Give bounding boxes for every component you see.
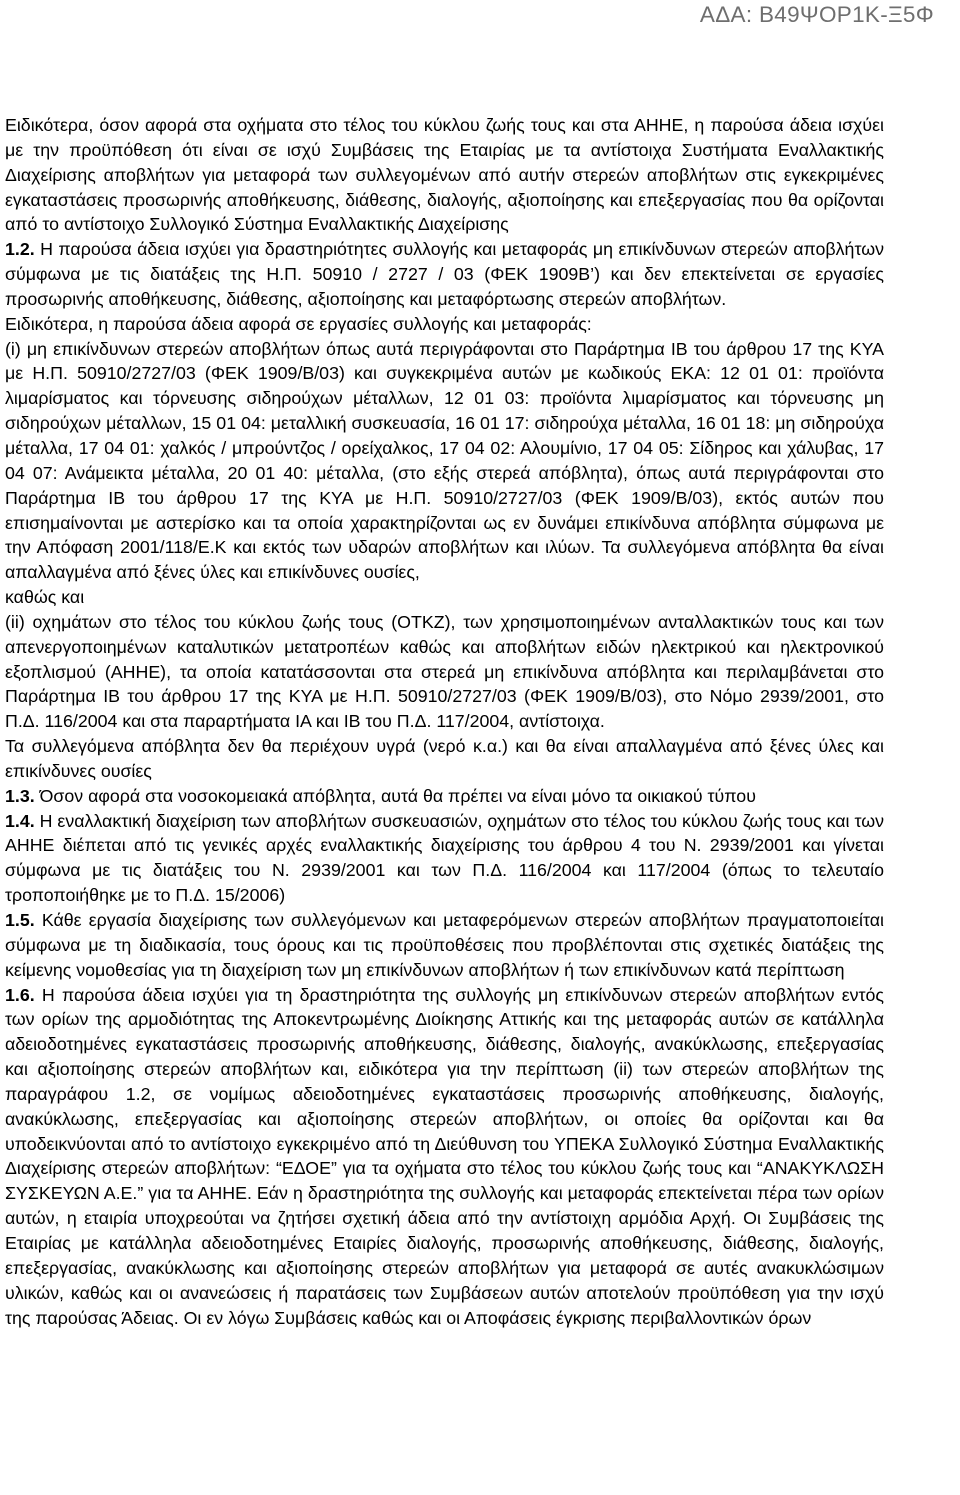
section-1-6	[5, 983, 884, 1331]
ada-code: ΑΔΑ: Β49ΨΟΡ1Κ-Ξ5Φ	[699, 2, 934, 27]
section-number: 1.3.	[5, 785, 35, 806]
section-number: 1.2.	[5, 239, 35, 260]
section-1-5	[5, 908, 884, 983]
section-1-3	[5, 784, 884, 809]
section-number: 1.5.	[5, 910, 35, 930]
section-text: Η παρούσα άδεια ισχύει για δραστηριότητες συλλογής και μεταφοράς μη επικίνδυνων στερεών αποβλήτων σύμφωνα με τις διατάξεις της Η.Π. 50910 / 2727 / 03 (ΦΕΚ 1909Β’) και δεν επεκτείνεται σε εργασίες προσωρινής αποθήκευσης, διάθεσης, αξιοποίησης και μεταφόρτωσης στερεών αποβλήτων.	[5, 239, 884, 309]
section-1-2-liquids: Τα συλλεγόμενα απόβλητα δεν θα περιέχουν υγρά (νερό κ.α.) και θα είναι απαλλαγμένα από ξένες ύλες και επικίνδυνες ουσίες	[5, 736, 884, 781]
section-1-2-item-i: (i) μη επικίνδυνων στερεών αποβλήτων όπως αυτά περιγράφονται στο Παράρτημα ΙΒ του άρθρου 17 της ΚΥΑ με Η.Π. 50910/2727/03 (ΦΕΚ 1909/Β/03) και συγκεκριμένα αυτών με κωδικούς ΕΚΑ: 12 01 01: προϊόντα λιμαρίσματος και τόρνευσης σιδηρούχων μέταλλων, 12 01 03: προϊόντα λιμαρίσματος και τόρνευσης μη σιδηρούχων μέταλλων, 15 01 04: μεταλλική συσκευασία, 16 01 17: σιδηρούχα μέταλλα, 16 01 18: μη σιδηρούχα μέταλλα, 17 04 01: χαλκός / μπρούντζος / ορείχαλκος, 17 04 02: Αλουμίνιο, 17 04 05: Σίδηρος και χάλυβας, 17 04 07: Ανάμεικτα μέταλλα, 20 01 40: μέταλλα, (στο εξής στερεά απόβλητα), όπως αυτά περιγράφονται στο Παράρτημα ΙΒ του άρθρου 17 της ΚΥΑ με Η.Π. 50910/2727/03 (ΦΕΚ 1909/Β/03), εκτός αυτών που επισημαίνονται με αστερίσκο και τα οποία χαρακτηρίζονται ως εν δυνάμει επικίνδυνα απόβλητα σύμφωνα με την Απόφαση 2001/118/Ε.Κ και εκτός των υδαρών αποβλήτων και ιλύων. Τα συλλεγόμενα απόβλητα θα είναι απαλλαγμένα από ξένες ύλες και επικίνδυνες ουσίες,	[5, 338, 884, 583]
section-1-2-item-ii: (ii) οχημάτων στο τέλος του κύκλου ζωής τους (ΟΤΚΖ), των χρησιμοποιημένων ανταλλακτικών τους και των απενεργοποιημένων καταλυτικών μετατροπέων καθώς και αποβλήτων ειδών ηλεκτρικού και ηλεκτρονικού εξοπλισμού (ΑΗΗΕ), τα οποία κατατάσσονται στα στερεά μη επικίνδυνα απόβλητα και περιλαμβάνεται στο Παράρτημα ΙΒ του άρθρου 17 της ΚΥΑ με Η.Π. 50910/2727/03 (ΦΕΚ 1909/Β/03), στο Νόμο 2939/2001, στο Π.Δ. 116/2004 και στα παραρτήματα ΙΑ και ΙΒ του Π.Δ. 117/2004, αντίστοιχα.	[5, 611, 884, 732]
section-number: 1.6.	[5, 984, 35, 1005]
section-1-2	[5, 237, 884, 312]
paragraph-vehicles-ahhe: Ειδικότερα, όσον αφορά στα οχήματα στο τέλος του κύκλου ζωής τους και στα ΑΗΗΕ, η παρούσα άδεια ισχύει με την προϋπόθεση ότι είναι σε ισχύ Συμβάσεις της Εταιρίας με τα αντίστοιχα Συστήματα Εναλλακτικής Διαχείρισης αποβλήτων για μεταφορά των συλλεγομένων από αυτήν στερεών αποβλήτων στις εγκεκριμένες εγκαταστάσεις προσωρινής αποθήκευσης, διάθεσης, διαλογής, αξιοποίησης και επεξεργασίας που θα ορίζονται από το αντίστοιχο Συλλογικό Σύστημα Εναλλακτικής Διαχείρισης	[5, 115, 884, 235]
section-1-4	[5, 809, 884, 908]
section-text: Όσον αφορά στα νοσοκομειακά απόβλητα, αυτά θα πρέπει να είναι μόνο τα οικιακού τύπου	[34, 785, 756, 806]
section-text: Κάθε εργασία διαχείρισης των συλλεγόμενων και μεταφερόμενων στερεών αποβλήτων πραγματοποιείται σύμφωνα με τη διαδικασία, τους όρους και τις προϋποθέσεις που προβλέπονται στις σχετικές διατάξεις της κείμενης νομοθεσίας για τη διαχείριση των μη επικίνδυνων αποβλήτων ή των επικίνδυνων κατά περίπτωση	[5, 910, 884, 980]
section-text: Η παρούσα άδεια ισχύει για τη δραστηριότητα της συλλογής μη επικίνδυνων στερεών αποβλήτων εντός των ορίων της αρμοδιότητας της Αποκεντρωμένης Διοίκησης Αττικής και της μεταφοράς αυτών σε κατάλληλα αδειοδοτημένες εγκαταστάσεις προσωρινής αποθήκευσης, διάθεσης, διαλογής, ανακύκλωσης, επεξεργασίας και αξιοποίησης στερεών αποβλήτων και, ειδικότερα για την περίπτωση (ii) των στερεών αποβλήτων της παραγράφου 1.2, σε νομίμως αδειοδοτημένες εγκαταστάσεις προσωρινής αποθήκευσης, διαλογής, ανακύκλωσης, επεξεργασίας και αξιοποίησης στερεών αποβλήτων, οι οποίες θα ορίζονται και θα υποδεικνύονται από το αντίστοιχο εγκεκριμένο από τη Διεύθυνση του ΥΠΕΚΑ Συλλογικό Σύστημα Εναλλακτικής Διαχείρισης στερεών αποβλήτων: “ΕΔΟΕ” για τα οχήματα στο τέλος του κύκλου ζωής τους και “ΑΝΑΚΥΚΛΩΣΗ ΣΥΣΚΕΥΩΝ Α.Ε.” για τα ΑΗΗΕ. Εάν η δραστηριότητα της συλλογής και μεταφοράς επεκτείνεται πέρα των ορίων αυτών, η εταιρία υποχρεούται να ζητήσει σχετική άδεια από την αντίστοιχη αρμόδια Αρχή. Οι Συμβάσεις της Εταιρίας με κατάλληλα αδειοδοτημένες Εταιρίες διαλογής, προσωρινής αποθήκευσης, διάθεσης, διαλογής, επεξεργασίας, ανακύκλωσης και αξιοποίησης στερεών αποβλήτων για μεταφορά σε αυτές ανακυκλώσιμων υλικών, καθώς και οι ανανεώσεις ή παρατάσεις των Συμβάσεων αυτών αποτελούν προϋπόθεση για την ισχύ της παρούσας Άδειας. Οι εν λόγω Συμβάσεις καθώς και οι Αποφάσεις έγκρισης περιβαλλοντικών όρων	[5, 984, 884, 1328]
document-body	[5, 113, 884, 1330]
section-number: 1.4.	[5, 810, 35, 831]
section-1-2-intro: Ειδικότερα, η παρούσα άδεια αφορά σε εργασίες συλλογής και μεταφοράς:	[5, 313, 592, 334]
section-text: Η εναλλακτική διαχείριση των αποβλήτων συσκευασιών, οχημάτων στο τέλος του κύκλου ζωής τους και των ΑΗΗΕ διέπεται από τις γενικές αρχές εναλλακτικής διαχείρισης του άρθρου 4 του Ν. 2939/2001 και γίνεται σύμφωνα με τις διατάξεις του Ν. 2939/2001 και των Π.Δ. 116/2004 και 117/2004 (όπως το τελευταίο τροποποιήθηκε με το Π.Δ. 15/2006)	[5, 810, 884, 906]
section-1-2-and: καθώς και	[5, 587, 85, 608]
